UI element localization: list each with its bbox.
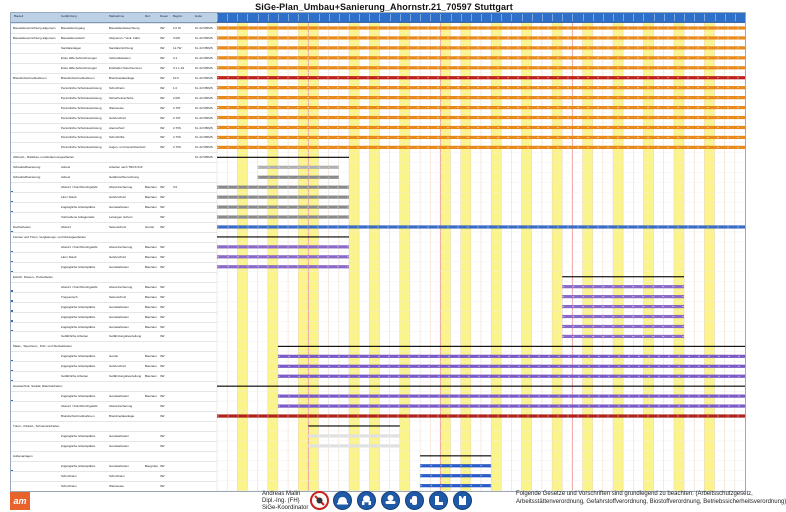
- table-cell-4: 3W: [160, 75, 165, 80]
- table-cell-2: Gehörschutz: [109, 364, 127, 369]
- timeline-tick: [501, 14, 502, 21]
- timeline-tick: [247, 14, 248, 21]
- table-cell-1: Asbest: [61, 175, 71, 180]
- table-cell-4: 3W: [160, 314, 165, 319]
- table-cell-2: Augen- und Gesichtsschutz: [109, 145, 146, 150]
- timeline-tick: [227, 14, 228, 21]
- table-cell-0: Brandschutzmaßnahmen: [13, 75, 47, 80]
- table-cell-3: Bauzaun: [145, 264, 157, 269]
- timeline-tick: [674, 14, 675, 21]
- gantt-bar: [217, 196, 349, 199]
- table-cell-2: Schutzbrille: [109, 135, 125, 140]
- timeline-tick: [623, 14, 624, 21]
- table-row: [11, 481, 217, 492]
- table-cell-1: Zugängliche Arbeitsplätze: [61, 264, 96, 269]
- table-cell-1: Persönliche Schutzausrüstung: [61, 135, 102, 140]
- gantt-bar: [217, 236, 349, 237]
- table-cell-6: KL 22 FBIMS: [195, 135, 213, 140]
- table-cell-4: 3W: [160, 195, 165, 200]
- timeline-tick: [735, 14, 736, 21]
- table-cell-1: Zugängliche Arbeitsplätze: [61, 463, 96, 468]
- table-cell-2: Gerüstarbeiten: [109, 324, 129, 329]
- table-cell-2: Gerüstarbeiten: [109, 264, 129, 269]
- gantt-bar: [217, 46, 745, 49]
- timeline-tick: [440, 14, 441, 21]
- table-cell-0: Abbruch-, Rückbau- und Entkernungsarbeiten: [13, 155, 75, 160]
- table-header: [11, 13, 217, 23]
- timeline-tick: [379, 14, 380, 21]
- gantt-bar: [217, 186, 349, 189]
- table-cell-1: Persönliche Schutzausrüstung: [61, 115, 102, 120]
- table-cell-0: Estrich, Fliesen-, Putzarbeiten: [13, 274, 54, 279]
- table-cell-2: Gefährdungsbeurteilung: [109, 334, 142, 339]
- table-cell-1: Persönliche Schutzausrüstung: [61, 145, 102, 150]
- table-cell-1: Zugängliche Arbeitsplätze: [61, 443, 96, 448]
- gloves-icon: [405, 491, 424, 510]
- timeline-tick: [542, 14, 543, 21]
- table-cell-1: Erste Hilfe Aufzeichnungen: [61, 55, 98, 60]
- table-cell-6: KL 22 FBIMS: [195, 95, 213, 100]
- table-cell-2: Gerüst: [109, 354, 119, 359]
- gantt-sheet: [10, 12, 746, 492]
- table-cell-3: Bauzaun: [145, 254, 157, 259]
- table-cell-5: 2.70S: [173, 125, 181, 130]
- gantt-bar: [217, 66, 745, 69]
- table-cell-1: Lärm Staub: [61, 254, 77, 259]
- table-cell-0: Maler-, Tapezierer-, Putz- und Stuckarbeiten: [13, 344, 72, 349]
- gantt-bar: [217, 157, 349, 158]
- timeline-tick: [430, 14, 431, 21]
- table-cell-1: Absturz / Durchbruchgefahr: [61, 185, 98, 190]
- gantt-bar: [217, 106, 745, 109]
- timeline-tick: [583, 14, 584, 21]
- gantt-bar: [308, 444, 399, 447]
- table-cell-2: Baustellenbeleuchtung: [109, 26, 140, 30]
- table-cell-2: Gerüstarbeiten: [109, 443, 129, 448]
- gantt-bar: [217, 26, 745, 29]
- table-cell-4: 3W: [160, 304, 165, 309]
- document-title: SiGe-Plan_Umbau+Sanierung_Ahornstr.21_70597 Stuttgart: [255, 2, 513, 12]
- timeline-tick: [339, 14, 340, 21]
- timeline-tick: [268, 14, 269, 21]
- gantt-bar: [420, 455, 491, 456]
- table-cell-0: Schadstoffsanierung: [13, 165, 41, 170]
- gantt-bar: [278, 346, 745, 347]
- col-header-0: Bauteil: [14, 14, 24, 18]
- timeline-tick: [278, 14, 279, 21]
- timeline-tick: [725, 14, 726, 21]
- gantt-bar: [217, 245, 349, 248]
- table-cell-4: 3W: [160, 414, 165, 419]
- hard-hat-icon: [333, 491, 352, 510]
- table-cell-4: 3W: [160, 185, 165, 190]
- table-cell-3: Bauzaun: [145, 185, 157, 190]
- table-cell-4: 3W: [160, 433, 165, 438]
- timeline-tick: [288, 14, 289, 21]
- table-cell-4: 3W: [160, 95, 165, 100]
- table-cell-1: Lärm Staub: [61, 195, 77, 200]
- table-cell-3: Bauzaun: [145, 394, 157, 399]
- table-cell-1: Zugängliche Arbeitsplätze: [61, 433, 96, 438]
- table-cell-0: Dacharbeiten: [13, 225, 31, 229]
- table-cell-4: 3W: [160, 145, 165, 150]
- gantt-bar: [217, 96, 745, 99]
- timeline-tick: [410, 14, 411, 21]
- table-cell-4: 3W: [160, 55, 165, 60]
- table-cell-3: Bauzaun: [145, 354, 157, 359]
- table-cell-4: 3W: [160, 473, 165, 478]
- table-cell-2: Brandmeldeanlage: [109, 414, 135, 419]
- author-title: Dipl.-Ing. (FH): [262, 498, 300, 504]
- table-cell-5: 2.70S: [173, 135, 181, 140]
- gantt-bar: [217, 225, 745, 228]
- table-cell-4: 3W: [160, 45, 165, 50]
- table-cell-6: KL 22 FBIMS: [195, 26, 213, 30]
- table-cell-3: Bauzaun: [145, 284, 157, 289]
- table-cell-4: 3W: [160, 354, 165, 359]
- table-cell-4: 3W: [160, 244, 165, 249]
- gantt-bar: [217, 86, 745, 89]
- table-cell-6: KL 22 FBIMS: [195, 115, 213, 120]
- table-cell-2: Absturzsicherung: [109, 185, 133, 190]
- timeline-tick: [603, 14, 604, 21]
- gantt-bar: [308, 425, 399, 426]
- table-cell-4: 3W: [160, 215, 165, 220]
- table-cell-0: Türen-, Parkett-, Schreinerarbeiten: [13, 424, 60, 428]
- table-cell-1: Zugängliche Arbeitsplätze: [61, 304, 96, 309]
- gantt-bar: [217, 386, 745, 387]
- safety-boots-icon: [429, 491, 448, 510]
- timeline-tick: [319, 14, 320, 21]
- timeline-tick: [400, 14, 401, 21]
- table-cell-1: Zugängliche Arbeitsplätze: [61, 314, 96, 319]
- table-cell-4: 3W: [160, 105, 165, 110]
- table-cell-4: 3W: [160, 294, 165, 299]
- table-cell-3: Bauzaun: [145, 374, 157, 379]
- table-cell-4: 3W: [160, 483, 165, 488]
- timeline-tick: [359, 14, 360, 21]
- table-cell-2: Leitungen sichern: [109, 215, 133, 220]
- table-cell-2: Schutzhelm: [109, 473, 125, 478]
- table-cell-2: Gehörschutz: [109, 195, 127, 200]
- table-cell-2: Absturzsicherung: [109, 404, 133, 409]
- table-cell-1: Baustellenzugang: [61, 26, 85, 30]
- col-header-2: Maßnahme: [109, 14, 125, 18]
- table-cell-2: Gerüstarbeiten: [109, 205, 129, 210]
- table-cell-5: 10.0: [173, 75, 179, 80]
- timeline-tick: [552, 14, 553, 21]
- table-cell-4: 3W: [160, 284, 165, 289]
- author-name: Andreas Malin: [262, 491, 301, 497]
- timeline-tick: [298, 14, 299, 21]
- timeline-tick: [349, 14, 350, 21]
- table-cell-6: KL 22 FBIMS: [195, 75, 213, 80]
- table-cell-2: Verbandskasten: [109, 55, 131, 60]
- table-cell-1: Sanitäranlagen: [61, 45, 82, 50]
- timeline-tick: [217, 14, 218, 21]
- table-cell-1: Zugängliche Arbeitsplätze: [61, 205, 96, 210]
- gantt-bar: [217, 255, 349, 258]
- timeline-tick: [471, 14, 472, 21]
- table-cell-6: KL 22 FBIMS: [195, 65, 213, 70]
- gantt-bar: [217, 136, 745, 139]
- table-cell-1: Schutzhelm: [61, 483, 77, 488]
- timeline-tick: [654, 14, 655, 21]
- table-cell-6: KL 22 FBIMS: [195, 55, 213, 60]
- timeline-tick: [704, 14, 705, 21]
- gantt-bar: [562, 276, 684, 277]
- timeline-tick: [684, 14, 685, 21]
- table-cell-0: Schadstoffsanierung: [13, 175, 41, 180]
- table-cell-2: Arbeiten nach TRGS 519: [109, 165, 143, 170]
- gantt-timeline-header: [217, 13, 745, 23]
- table-cell-5: 3.0: [173, 185, 178, 190]
- table-cell-6: KL 22 FBIMS: [195, 35, 213, 40]
- table-cell-4: 3W: [160, 374, 165, 379]
- table-cell-2: Warnweste: [109, 483, 124, 488]
- gantt-bar: [217, 205, 349, 208]
- table-cell-2: Seitenschutz: [109, 294, 127, 299]
- table-cell-3: Bauzaun: [145, 314, 157, 319]
- col-header-1: Gefährdung: [61, 14, 77, 18]
- table-cell-4: 3W: [160, 225, 165, 229]
- table-cell-4: 3W: [160, 125, 165, 130]
- table-cell-5: 3.1: [173, 55, 178, 60]
- author-role: SiGe-Koordinator: [262, 505, 309, 511]
- table-cell-6: KL 22 FBIMS: [195, 45, 213, 50]
- gantt-bar: [308, 434, 399, 437]
- table-cell-2: Absturzsicherung: [109, 244, 133, 249]
- table-cell-2: Sanitäreinrichtung: [109, 45, 134, 50]
- table-cell-4: 3W: [160, 26, 165, 30]
- timeline-tick: [572, 14, 573, 21]
- table-cell-3: Baugrube: [145, 463, 159, 468]
- table-cell-3: Bauzaun: [145, 304, 157, 309]
- table-cell-3: Bauzaun: [145, 205, 157, 210]
- table-cell-0: Baustelleneinrichtung allgemein: [13, 35, 56, 40]
- table-cell-0: Außenanlagen: [13, 453, 33, 458]
- table-cell-4: 3W: [160, 364, 165, 369]
- timeline-tick: [633, 14, 634, 21]
- table-cell-6: KL 22 FBIMS: [195, 125, 213, 130]
- table-cell-1: Zugängliche Arbeitsplätze: [61, 354, 96, 359]
- company-logo: am: [10, 492, 30, 510]
- table-cell-5: 11.7W: [173, 45, 182, 50]
- col-header-4: Dauer: [160, 14, 169, 18]
- table-cell-4: 3W: [160, 135, 165, 140]
- table-cell-1: Asbest: [61, 165, 71, 170]
- table-cell-1: Gefährliche Arbeiten: [61, 374, 89, 379]
- table-cell-2: Gerüstarbeiten: [109, 463, 129, 468]
- timeline-tick: [461, 14, 462, 21]
- table-cell-4: 3W: [160, 35, 165, 40]
- high-vis-vest-icon: [453, 491, 472, 510]
- table-cell-6: KL 22 FBIMS: [195, 105, 213, 110]
- table-cell-2: Atemschutz: [109, 125, 125, 130]
- table-cell-4: 3W: [160, 443, 165, 448]
- timeline-tick: [532, 14, 533, 21]
- col-header-3: Ref.: [145, 14, 151, 18]
- table-cell-1: Persönliche Schutzausrüstung: [61, 125, 102, 130]
- timeline-tick: [390, 14, 391, 21]
- table-cell-1: Zugängliche Arbeitsplätze: [61, 324, 96, 329]
- table-cell-2: Gerüstarbeiten: [109, 394, 129, 399]
- table-cell-4: 3W: [160, 463, 165, 468]
- table-cell-1: Brandschutzmaßnahmen: [61, 75, 95, 80]
- table-cell-4: 3W: [160, 85, 165, 90]
- timeline-tick: [522, 14, 523, 21]
- table-cell-1: Persönliche Schutzausrüstung: [61, 105, 102, 110]
- notice-line-2: Arbeitsstättenverordnung, Gefahrstoffverordnung, Biostoffverordnung, Betriebssicherheitsverordnung): [516, 498, 786, 505]
- table-cell-1: Brandschutzmaßnahmen: [61, 414, 95, 419]
- table-cell-2: Gerüstarbeiten: [109, 433, 129, 438]
- table-cell-4: 3W: [160, 404, 165, 409]
- gantt-bar: [217, 146, 745, 149]
- timeline-tick: [664, 14, 665, 21]
- timeline-tick: [369, 14, 370, 21]
- table-cell-5: 2.70T: [173, 115, 181, 120]
- table-cell-5: 2.0 W: [173, 26, 181, 30]
- timeline-tick: [308, 14, 309, 21]
- gantt-bar: [217, 36, 745, 39]
- table-cell-3: Gerüst: [145, 225, 155, 229]
- timeline-tick: [481, 14, 482, 21]
- table-cell-2: Gehörschutz: [109, 115, 127, 120]
- legal-notice: [516, 491, 786, 506]
- table-cell-1: Gefährliche Arbeiten: [61, 334, 89, 339]
- table-cell-2: Absturzsicherung: [109, 284, 133, 289]
- timeline-tick: [562, 14, 563, 21]
- table-cell-1: Zugängliche Arbeitsplätze: [61, 364, 96, 369]
- table-cell-1: Erste Hilfe Aufzeichnungen: [61, 65, 98, 70]
- table-cell-4: 3W: [160, 254, 165, 259]
- table-cell-1: Persönliche Schutzausrüstung: [61, 85, 102, 90]
- gantt-bar: [217, 56, 745, 59]
- table-cell-4: 3W: [160, 394, 165, 399]
- table-cell-2: Gehörschutz: [109, 254, 127, 259]
- table-cell-4: 3W: [160, 65, 165, 70]
- timeline-tick: [715, 14, 716, 21]
- timeline-tick: [694, 14, 695, 21]
- table-cell-5: 2.0W: [173, 95, 181, 100]
- table-cell-3: Bauzaun: [145, 294, 157, 299]
- table-cell-3: Bauzaun: [145, 244, 157, 249]
- gantt-bar: [217, 215, 349, 218]
- timeline-tick: [511, 14, 512, 21]
- table-cell-5: 3.1 1.1S: [173, 65, 185, 70]
- table-cell-4: 3W: [160, 115, 165, 120]
- table-cell-1: Baustellenverkehr: [61, 35, 86, 40]
- table-cell-1: Absturz / Durchbruchgefahr: [61, 404, 98, 409]
- gantt-bar: [217, 265, 349, 268]
- table-cell-5: 2.70S: [173, 145, 181, 150]
- table-cell-6: KL 22 FBIMS: [195, 155, 213, 160]
- table-cell-4: 3W: [160, 205, 165, 210]
- table-cell-2: Absperren / Verk. Fahrt: [109, 35, 141, 40]
- table-cell-3: Bauzaun: [145, 324, 157, 329]
- timeline-tick: [451, 14, 452, 21]
- table-cell-1: Absturz: [61, 225, 72, 229]
- table-cell-1: Absturz / Durchbruchgefahr: [61, 284, 98, 289]
- gantt-bar: [217, 414, 745, 417]
- table-cell-1: Vorhandene Anlagenteile: [61, 215, 95, 220]
- table-cell-2: Schutzhelm: [109, 85, 125, 90]
- table-cell-6: KL 22 FBIMS: [195, 145, 213, 150]
- table-cell-1: Zugängliche Arbeitsplätze: [61, 394, 96, 399]
- table-cell-0: Baustelleneinrichtung allgemein: [13, 26, 56, 30]
- table-cell-4: 3W: [160, 264, 165, 269]
- table-cell-4: 3W: [160, 324, 165, 329]
- table-cell-5: 3.0W: [173, 35, 181, 40]
- table-cell-4: 3W: [160, 334, 165, 339]
- table-cell-6: KL 22 FBIMS: [195, 85, 213, 90]
- notice-line-1: Folgende Gesetze und Vorschriften sind grundlegend zu beachten: (Arbeitsschutzgesetz,: [516, 491, 753, 497]
- timeline-tick: [237, 14, 238, 21]
- table-cell-2: Seitenschutz: [109, 225, 127, 229]
- table-cell-1: Persönliche Schutzausrüstung: [61, 95, 102, 100]
- table-cell-0: Fenster und Türen, Verglasungs- und Montagearbeiten: [13, 234, 86, 239]
- timeline-tick: [491, 14, 492, 21]
- table-cell-1: Treppenloch: [61, 294, 78, 299]
- table-cell-2: Gerüstarbeiten: [109, 304, 129, 309]
- timeline-tick: [420, 14, 421, 21]
- goggles-icon: [381, 491, 400, 510]
- table-cell-2: Gefahrstoffverordnung: [109, 175, 139, 180]
- gantt-bar: [217, 126, 745, 129]
- col-header-5: Beginn: [173, 14, 183, 18]
- author-block: [262, 491, 308, 512]
- timeline-tick: [258, 14, 259, 21]
- timeline-tick: [613, 14, 614, 21]
- timeline-tick: [593, 14, 594, 21]
- table-cell-2: Sicherheitsschuhe: [109, 95, 134, 100]
- table-cell-5: 1.0: [173, 85, 178, 90]
- table-cell-1: Schutzhelm: [61, 473, 77, 478]
- timeline-tick: [329, 14, 330, 21]
- table-cell-2: Brandmeldeanlage: [109, 75, 135, 80]
- table-cell-3: Bauzaun: [145, 195, 157, 200]
- table-cell-5: 2.70T: [173, 105, 181, 110]
- table-cell-2: Warnweste: [109, 105, 124, 110]
- table-cell-3: Bauzaun: [145, 364, 157, 369]
- table-cell-2: Gerüstarbeiten: [109, 314, 129, 319]
- timeline-tick: [643, 14, 644, 21]
- col-header-6: Ende: [195, 14, 203, 18]
- table-cell-2: Ersthelfer Notrufnummer: [109, 65, 142, 70]
- table-cell-2: Gefährdungsbeurteilung: [109, 374, 142, 379]
- gantt-chart: [217, 23, 745, 491]
- table-cell-0: Haustechnik, Sanitär, Elektroarbeiten: [13, 384, 63, 389]
- ear-protection-icon: [357, 491, 376, 510]
- table-cell-1: Absturz / Durchbruchgefahr: [61, 244, 98, 249]
- gantt-bar: [217, 76, 745, 79]
- gantt-bar: [217, 116, 745, 119]
- no-entry-icon: [310, 491, 329, 510]
